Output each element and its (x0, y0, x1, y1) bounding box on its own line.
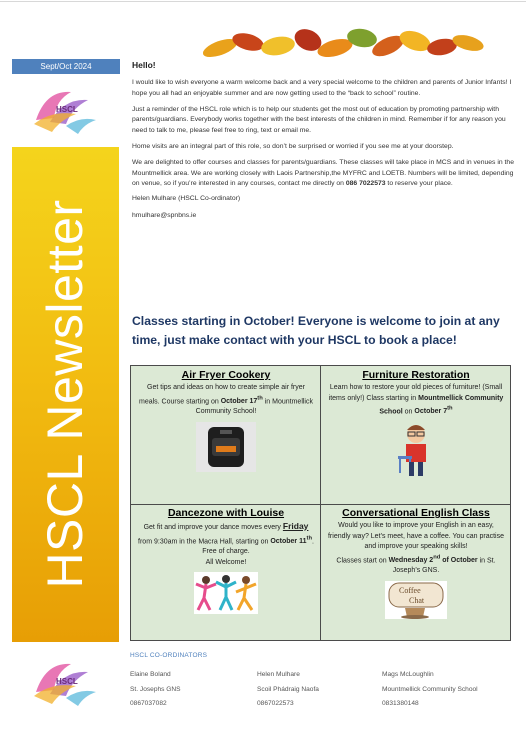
class-card-furniture-restoration (321, 366, 511, 504)
coordinator-phone: 0831380148 (382, 700, 419, 707)
coordinators-footer (130, 652, 520, 707)
courses-paragraph: We are delighted to offer courses and classes for parents/guardians. These classes will take place in MCS and in venues in the Mountmellick area. We are working closely with Laois Partnership,the MYFRC and LOETB. Numbers will be limited, depending on venue, so if you’re interested in any courses, contact me directly on 086 7022573 to reserve your place. (132, 158, 514, 188)
furniture-restoration-image (396, 422, 436, 478)
svg-text:Coffee: Coffee (399, 585, 421, 595)
classes-headline: Classes starting in October! Everyone is welcome to join at any time, just make contact with your HSCL to book a place! (132, 314, 500, 347)
newsletter-title: HSCL Newsletter (37, 199, 93, 589)
svg-text:Chat: Chat (409, 595, 425, 605)
dancers-image (194, 572, 258, 614)
coordinator-name: Helen Mulhare (257, 671, 300, 678)
letter-paragraph: Home visits are an integral part of this role, so don’t be surprised or worried if you see me at your doorstep. (132, 142, 454, 150)
hscl-logo (26, 80, 102, 138)
class-note: All Welcome! (205, 558, 247, 566)
class-title: Air Fryer Cookery (181, 369, 271, 381)
letter-paragraph: Just a reminder of the HSCL role which is to help our students get the most out of education by promoting partnership with parents/guardians. Everybody works together with the best interests of the children in mind. Remember if for any reason you need to talk to me, please feel free to ring, text or email me. (132, 105, 506, 135)
class-description: Get tips and ideas on how to create simple air fryer meals. Course starting on October 17th in Mountmellick Community School! (139, 384, 313, 416)
coordinator-entry (257, 668, 319, 712)
class-card-conversational-english (321, 504, 511, 641)
coordinator-name: Elaine Boland (130, 671, 171, 678)
contact-phone: 086 7022573 (345, 180, 386, 188)
hscl-logo (26, 650, 102, 712)
class-title: Conversational English Class (342, 507, 490, 519)
class-title: Dancezone with Louise (167, 507, 285, 519)
coordinator-school: Mountmellick Community School (382, 685, 478, 693)
classes-grid (130, 365, 511, 641)
coordinator-phone: 0867022573 (257, 700, 294, 707)
class-title: Furniture Restoration (362, 369, 470, 381)
greeting: Hello! (132, 60, 156, 70)
signature-email[interactable]: hmulhare@spnbns.ie (132, 212, 197, 220)
coordinator-entry (130, 668, 181, 712)
svg-text:HSCL: HSCL (56, 677, 78, 686)
page-top-rule (0, 1, 526, 2)
autumn-leaves-image (200, 24, 490, 64)
coordinator-phone: 0867037082 (130, 700, 167, 707)
letter-paragraph: I would like to wish everyone a warm welcome back and a very special welcome to the children and parents of Junior Infants! I hope you all had an enjoyable summer and are now getting used to the “back to school” routine. (132, 79, 512, 97)
coordinator-school: St. Josephs GNS (130, 685, 181, 693)
coordinator-name: Mags McLoughlin (382, 671, 434, 678)
svg-text:HSCL: HSCL (56, 105, 78, 114)
coordinator-school: Scoil Phádraig Naofa (257, 685, 319, 693)
class-schedule: Classes start on Wednesday 2nd of October in St. Joseph’s GNS. (336, 554, 496, 575)
class-card-dancezone (131, 504, 321, 641)
footer-heading: HSCL CO-ORDINATORS (130, 652, 208, 659)
air-fryer-image (196, 422, 256, 472)
class-note: Free of charge. (202, 548, 250, 556)
coordinator-entry (382, 668, 478, 712)
signature-name: Helen Mulhare (HSCL Co-ordinator) (132, 195, 241, 203)
class-description: Learn how to restore your old pieces of furniture! (Small items only!) Class starting in Mountmellick Community School on October 7th (328, 384, 504, 416)
issue-date-tab: Sept/Oct 2024 (12, 59, 120, 74)
class-card-air-fryer (131, 366, 321, 504)
welcome-letter (132, 60, 517, 229)
class-description: Get fit and improve your dance moves every Friday from 9:30am in the Macra Hall, starting on October 11th. (138, 521, 314, 545)
coffee-chat-image (385, 581, 447, 619)
class-description: Would you like to improve your English in an easy, friendly way? Let’s meet, have a coffee. You can practise and improve your speaking skills! (327, 522, 505, 550)
